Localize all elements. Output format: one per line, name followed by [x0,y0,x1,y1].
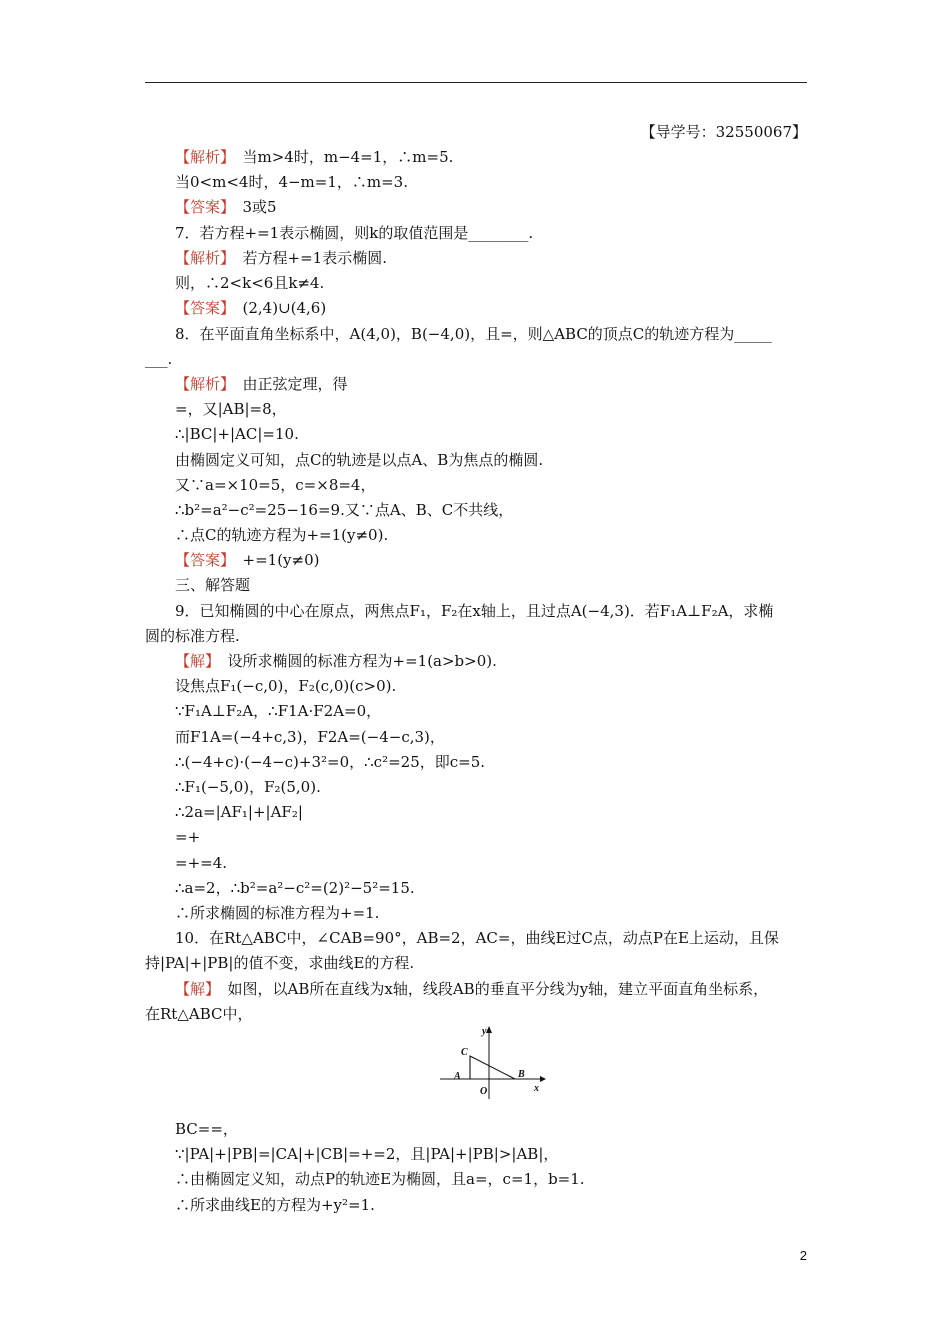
text-line [175,298,326,318]
text-line [175,878,415,898]
line-text: ∵|PA|+|PB|=|CA|+|CB|=+=2，且|PA|+|PB|>|AB|， [175,1145,559,1163]
label-y: y [482,1026,487,1037]
text-line [175,172,408,192]
text-line [175,475,375,495]
text-line [175,853,227,873]
text-line [175,727,445,747]
line-text: 若方程+=1表示椭圆. [227,249,387,267]
header-rule [145,82,807,83]
label-b: B [518,1069,525,1080]
text-line [175,802,303,822]
text-line [175,903,379,923]
coordinate-figure [440,1022,550,1102]
x-axis-arrow [540,1076,546,1082]
line-text: ∴a=2，∴b²=a²−c²=(2)²−5²=15. [175,879,415,897]
tag-label: 【解析】 [175,249,228,267]
line-text: BC==， [175,1120,238,1138]
text-line [145,953,414,973]
line-text: =，又|AB|=8， [175,400,287,418]
triangle-abc [470,1056,515,1079]
text-line [175,928,779,948]
text-line [175,575,250,595]
guide-number: 【导学号：32550067】 [640,123,807,141]
line-text: 9．已知椭圆的中心在原点，两焦点F₁，F₂在x轴上，且过点A(−4,3)．若F₁A⊥F₂A，求椭 [175,602,774,620]
tag-label: 【解】 [175,652,213,670]
text-line [175,248,387,268]
label-o: O [480,1086,488,1097]
line-text: 8．在平面直角坐标系中，A(4,0)，B(−4,0)，且=，则△ABC的顶点C的轨迹方程为_____ [175,325,772,343]
text-line [175,1119,238,1139]
line-text: 7．若方程+=1表示椭圆，则k的取值范围是________. [175,224,534,242]
line-text: 而F1A=(−4+c,3)，F2A=(−4−c,3)， [175,728,445,746]
tag-label: 【答案】 [175,198,228,216]
line-text: ∴F₁(−5,0)，F₂(5,0). [175,778,321,796]
line-text: 由正弦定理，得 [227,375,348,393]
text-line [175,147,453,167]
line-text: 三、解答题 [175,576,251,594]
line-text: 3或5 [227,198,277,216]
text-line [175,1144,558,1164]
line-text: ∴|BC|+|AC|=10. [175,425,299,443]
line-text: ∴b²=a²−c²=25−16=9.又∵点A、B、C不共线， [175,501,514,519]
y-axis-arrow [486,1026,492,1033]
tag-label: 【解析】 [175,148,228,166]
text-line [175,601,773,621]
text-line [175,777,321,797]
line-text: ___. [145,350,173,368]
label-x: x [534,1083,539,1094]
line-text: 设所求椭圆的标准方程为+=1(a>b>0). [212,652,497,670]
line-text: 又∵a=×10=5，c=×8=4， [175,476,376,494]
tag-label: 【解】 [175,980,213,998]
tag-label: 【解析】 [175,375,228,393]
text-line [175,979,768,999]
line-text: 在Rt△ABC中， [145,1005,253,1023]
text-line [175,1169,585,1189]
text-line [175,1195,375,1215]
label-c: C [461,1047,468,1058]
line-text: 持|PA|+|PB|的值不变，求曲线E的方程. [145,954,415,972]
tag-label: 【答案】 [175,299,228,317]
text-line [175,197,277,217]
text-line [175,223,533,243]
label-a: A [454,1071,461,1082]
text-line [175,374,348,394]
line-text: 由椭圆定义可知，点C的轨迹是以点A、B为焦点的椭圆. [175,451,544,469]
text-line [175,399,287,419]
text-line [175,651,497,671]
text-line [145,1004,252,1024]
text-line [175,324,772,344]
text-line [175,676,396,696]
line-text: ∴所求椭圆的标准方程为+=1. [175,904,380,922]
line-text: 当0<m<4时，4−m=1，∴m=3. [175,173,408,191]
line-text: ∴由椭圆定义知，动点P的轨迹E为椭圆，且a=，c=1，b=1. [175,1170,585,1188]
text-line [175,273,324,293]
line-text: (2,4)∪(4,6) [227,299,327,317]
text-line [175,827,200,847]
line-text: 10．在Rt△ABC中，∠CAB=90°，AB=2，AC=，曲线E过C点，动点P在E上运动，且保 [175,929,779,947]
text-line [175,525,388,545]
line-text: =+ [175,828,201,846]
line-text: 如图，以AB所在直线为x轴，线段AB的垂直平分线为y轴，建立平面直角坐标系， [212,980,769,998]
line-text: 则，∴2<k<6且k≠4. [175,274,325,292]
text-line [175,752,485,772]
line-text: 设焦点F₁(−c,0)，F₂(c,0)(c>0). [175,677,397,695]
text-line [145,349,172,369]
line-text: ∵F₁A⊥F₂A，∴F1A·F2A=0， [175,702,382,720]
line-text: ∴(−4+c)·(−4−c)+3²=0，∴c²=25，即c=5. [175,753,486,771]
text-line [175,424,299,444]
page-number: 2 [799,1248,807,1263]
line-text: ∴所求曲线E的方程为+y²=1. [175,1196,375,1214]
tag-label: 【答案】 [175,551,228,569]
line-text: +=1(y≠0) [227,551,320,569]
text-line [175,550,320,570]
line-text: 圆的标准方程. [145,627,240,645]
line-text: 当m>4时，m−4=1，∴m=5. [227,148,454,166]
line-text: =+=4. [175,854,228,872]
line-text: ∴点C的轨迹方程为+=1(y≠0). [175,526,389,544]
text-line [175,701,381,721]
text-line [175,500,513,520]
text-line [175,450,543,470]
line-text: ∴2a=|AF₁|+|AF₂| [175,803,303,821]
text-line [145,626,240,646]
